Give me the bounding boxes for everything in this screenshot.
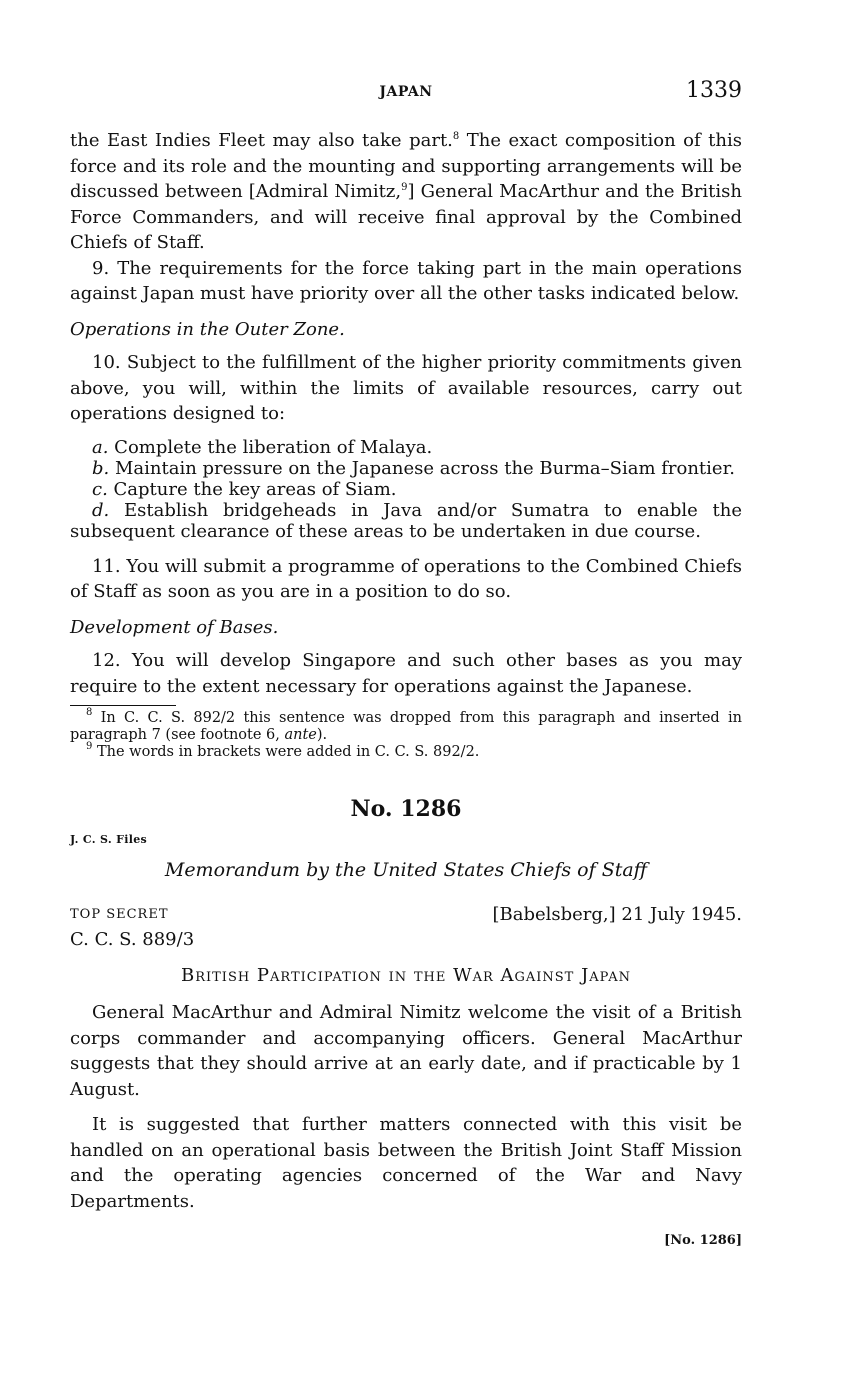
page-header — [70, 78, 742, 108]
running-head: JAPAN — [379, 84, 433, 100]
footnote-8-text-a: In C. C. S. 892/2 this sentence was dropped from this paragraph and inserted in paragraph 7 (see footnote 6, — [70, 710, 742, 743]
page-body — [70, 128, 742, 1254]
list-item — [70, 479, 742, 500]
footnote-9-mark: 9 — [86, 741, 93, 752]
footnote-8-italic: ante — [284, 727, 317, 743]
list-item-letter: b. — [92, 457, 110, 479]
list-item-text: Establish bridgeheads in Java and/or Sumatra to enable the subsequent clearance of these areas to be undertaken in due course. — [70, 499, 742, 542]
document-title: British Participation in the War Against Japan — [180, 964, 631, 986]
footnotes — [70, 707, 742, 761]
list-item-text: Capture the key areas of Siam. — [107, 478, 397, 500]
footnote-8-text-b: ). — [316, 727, 328, 743]
classification: TOP SECRET — [70, 906, 169, 922]
continuation-text-a: the East Indies Fleet may also take part. — [70, 130, 453, 151]
paragraph-10: 10. Subject to the fulfillment of the higher priority commitments given above, you will, within the limits of available resources, carry out operations designed to: — [70, 352, 742, 424]
page-number: 1339 — [686, 78, 742, 103]
list-item-text: Maintain pressure on the Japanese across the Burma–Siam frontier. — [109, 457, 735, 479]
ccs-number: C. C. S. 889/3 — [70, 929, 195, 950]
list-item-letter: d. — [92, 499, 110, 521]
list-item-letter: c. — [92, 478, 108, 500]
memo-paragraph-2: It is suggested that further matters connected with this visit be handled on an operational basis between the British Joint Staff Mission and the operating agencies concerned of the War and Navy Departments. — [70, 1114, 742, 1212]
operations-list — [70, 437, 742, 542]
continuation-text-c: ] General MacArthur and the British Force Commanders, and will receive final approval by the Combined Chiefs of Staff. — [70, 181, 743, 253]
footnote-rule — [70, 705, 176, 706]
list-item — [70, 458, 742, 479]
footnote-9-text: The words in brackets were added in C. C. S. 892/2. — [92, 744, 480, 760]
section-heading-bases: Development of Bases. — [70, 616, 279, 638]
footnote-ref-9: 9 — [401, 182, 408, 193]
section-heading-outer-zone: Operations in the Outer Zone. — [70, 318, 345, 340]
footnote-8-mark: 8 — [86, 707, 93, 718]
document-number: No. 1286 — [350, 796, 462, 822]
continuation-text-b: The exact composition of this force and its role and the mounting and supporting arrangements will be discussed between [Admiral Nimitz, — [70, 130, 742, 202]
footnote-8 — [70, 707, 742, 744]
memo-title: Memorandum by the United States Chiefs of Staff — [164, 859, 648, 881]
document-source: J. C. S. Files — [70, 832, 147, 846]
list-item — [70, 437, 742, 458]
paragraph-9: 9. The requirements for the force taking part in the main operations against Japan must have priority over all the other tasks indicated below. — [70, 257, 742, 304]
place-date: [Babelsberg,] 21 July 1945. — [492, 903, 742, 925]
list-item-letter: a. — [92, 436, 109, 458]
footnote-9 — [70, 741, 742, 761]
list-item — [70, 500, 742, 542]
document-meta — [70, 902, 742, 928]
footnote-ref-8: 8 — [452, 131, 460, 142]
list-item-text: Complete the liberation of Malaya. — [108, 436, 433, 458]
paragraph-continuation — [70, 128, 742, 256]
bottom-reference: [No. 1286] — [664, 1233, 742, 1248]
memo-paragraph-1: General MacArthur and Admiral Nimitz welcome the visit of a British corps commander and accompanying officers. General MacArthur suggests that they should arrive at an early date, and if practicable by 1 August. — [70, 1002, 742, 1100]
paragraph-12: 12. You will develop Singapore and such other bases as you may require to the extent necessary for operations against the Japanese. — [70, 650, 742, 697]
paragraph-11: 11. You will submit a programme of operations to the Combined Chiefs of Staff as soon as you are in a position to do so. — [70, 555, 742, 602]
